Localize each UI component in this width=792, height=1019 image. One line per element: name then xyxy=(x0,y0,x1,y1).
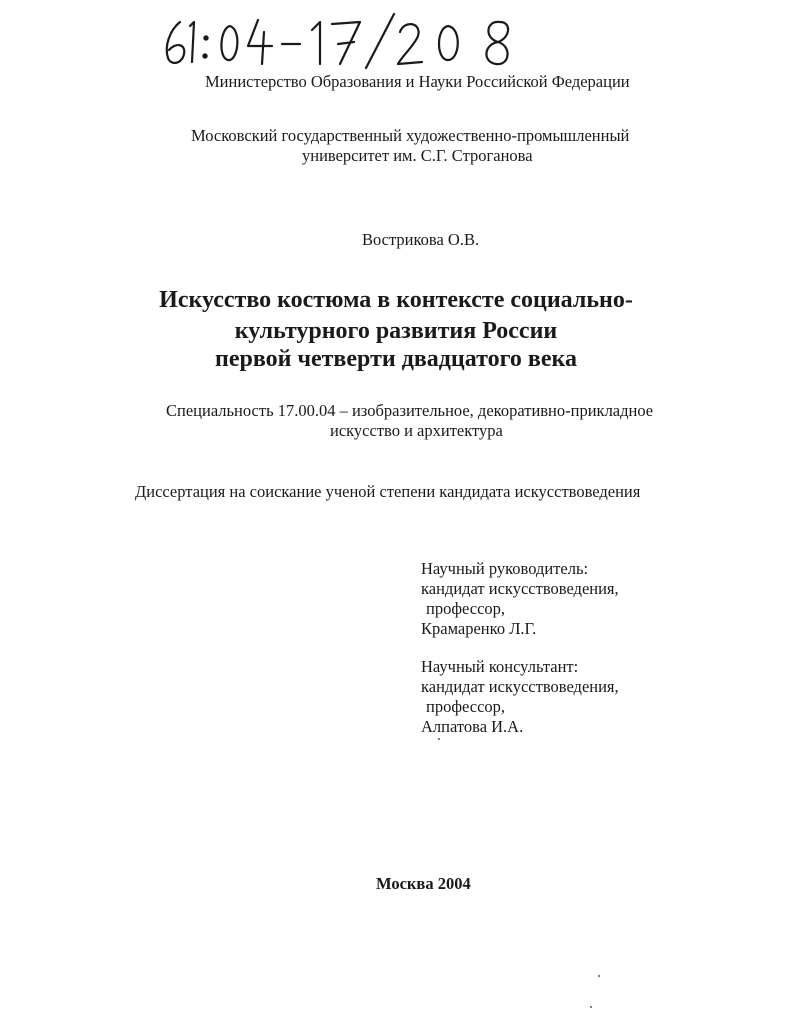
specialty-line2: искусство и архитектура xyxy=(330,421,503,440)
supervisor-rank: профессор, xyxy=(426,599,506,618)
dissertation-title-line3: первой четверти двадцатого века xyxy=(215,346,577,372)
author-name: Вострикова О.В. xyxy=(362,230,480,249)
supervisor-degree: кандидат искусствоведения, xyxy=(421,579,619,598)
scan-speck xyxy=(438,738,440,740)
consultant-degree: кандидат искусствоведения, xyxy=(421,677,619,696)
handwritten-archive-number xyxy=(160,8,540,70)
university-name-line2: университет им. С.Г. Строганова xyxy=(302,146,533,165)
supervisor-name: Крамаренко Л.Г. xyxy=(421,619,537,638)
dissertation-title-line1: Искусство костюма в контексте социально- xyxy=(159,287,633,313)
scan-speck xyxy=(590,1006,592,1008)
supervisor-label: Научный руководитель: xyxy=(421,559,589,578)
university-name-line1: Московский государственный художественно-промышленный xyxy=(191,126,630,145)
city-year: Москва 2004 xyxy=(376,874,471,893)
specialty-line1: Специальность 17.00.04 – изобразительное, декоративно-прикладное xyxy=(166,401,654,420)
ministry-name: Министерство Образования и Науки Российской Федерации xyxy=(205,72,630,91)
consultant-name: Алпатова И.А. xyxy=(421,717,524,736)
dissertation-degree-statement: Диссертация на соискание ученой степени кандидата искусствоведения xyxy=(135,482,641,501)
consultant-label: Научный консультант: xyxy=(421,657,579,676)
consultant-rank: профессор, xyxy=(426,697,506,716)
scan-speck xyxy=(598,975,600,977)
dissertation-title-line2: культурного развития России xyxy=(234,318,558,344)
